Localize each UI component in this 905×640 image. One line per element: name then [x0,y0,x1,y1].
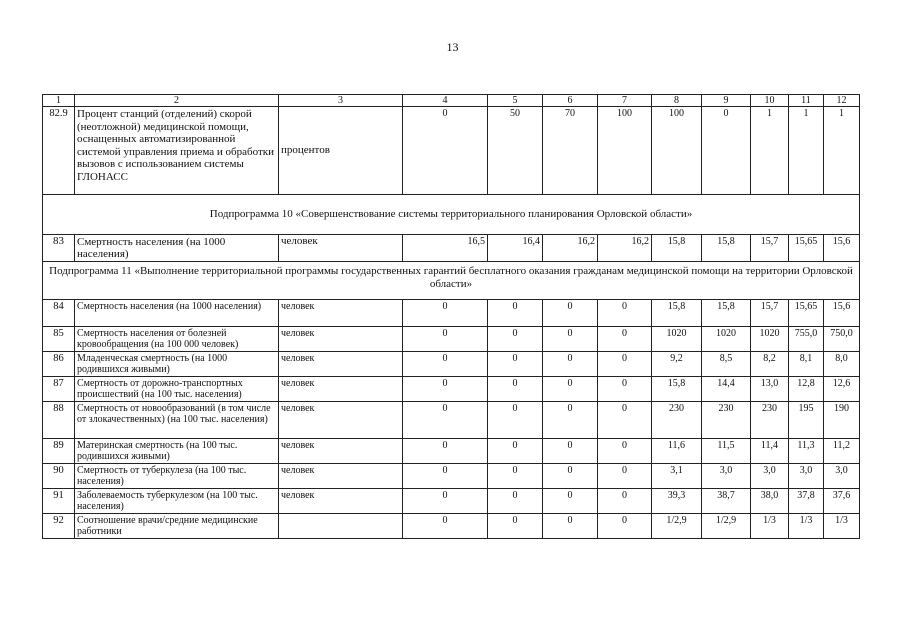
row-value: 3,0 [751,464,789,489]
row-value: 0 [543,352,598,377]
row-index: 87 [43,377,75,402]
row-value: 16,5 [403,235,488,262]
row-value: 0 [598,514,652,539]
row-index: 85 [43,327,75,352]
row-unit: человек [279,300,403,327]
column-header: 3 [279,95,403,107]
row-value: 37,6 [824,489,860,514]
row-value: 39,3 [652,489,702,514]
column-header: 11 [789,95,824,107]
row-value: 190 [824,402,860,439]
row-value: 755,0 [789,327,824,352]
row-value: 0 [598,489,652,514]
row-value: 8,0 [824,352,860,377]
row-value: 0 [543,514,598,539]
column-header: 7 [598,95,652,107]
row-name: Младенческая смертность (на 1000 родившихся живыми) [75,352,279,377]
column-header: 6 [543,95,598,107]
row-index: 86 [43,352,75,377]
row-unit: человек [279,377,403,402]
row-unit: человек [279,439,403,464]
row-index: 89 [43,439,75,464]
row-value: 8,2 [751,352,789,377]
table-row [43,107,860,195]
row-value: 0 [598,377,652,402]
column-header: 10 [751,95,789,107]
row-name: Заболеваемость туберкулезом (на 100 тыс. населения) [75,489,279,514]
column-header: 8 [652,95,702,107]
row-index: 90 [43,464,75,489]
row-value: 15,65 [789,300,824,327]
row-value: 11,4 [751,439,789,464]
row-value: 0 [543,489,598,514]
row-value: 1 [751,107,789,195]
row-value: 1 [789,107,824,195]
row-value: 0 [543,300,598,327]
row-index: 91 [43,489,75,514]
row-name: Смертность от новообразований (в том числе от злокачественных) (на 100 тыс. населения) [75,402,279,439]
row-value: 11,6 [652,439,702,464]
row-value: 0 [598,402,652,439]
row-value: 15,7 [751,300,789,327]
row-value: 0 [488,377,543,402]
row-value: 70 [543,107,598,195]
row-value: 3,0 [702,464,751,489]
row-unit: человек [279,464,403,489]
row-value: 38,7 [702,489,751,514]
column-header: 1 [43,95,75,107]
row-value: 1020 [702,327,751,352]
table-row [43,464,860,489]
row-name: Смертность от туберкулеза (на 100 тыс. населения) [75,464,279,489]
row-value: 0 [543,402,598,439]
subprogram-row [43,262,860,300]
row-value: 100 [598,107,652,195]
row-value: 3,0 [789,464,824,489]
row-value: 8,5 [702,352,751,377]
row-value: 0 [403,300,488,327]
row-value: 15,8 [652,377,702,402]
row-value: 0 [403,489,488,514]
row-value: 14,4 [702,377,751,402]
table-row [43,235,860,262]
row-unit: процентов [279,107,403,195]
row-value: 15,8 [702,235,751,262]
row-index: 83 [43,235,75,262]
row-value: 16,2 [543,235,598,262]
row-name: Материнская смертность (на 100 тыс. родившихся живыми) [75,439,279,464]
row-index: 92 [43,514,75,539]
row-name: Соотношение врачи/средние медицинские работники [75,514,279,539]
table-row [43,514,860,539]
row-value: 750,0 [824,327,860,352]
row-value: 12,6 [824,377,860,402]
row-value: 13,0 [751,377,789,402]
row-value: 230 [751,402,789,439]
column-header: 2 [75,95,279,107]
row-value: 15,65 [789,235,824,262]
column-header: 4 [403,95,488,107]
row-value: 1/2,9 [652,514,702,539]
row-value: 1020 [652,327,702,352]
row-value: 0 [403,402,488,439]
row-value: 0 [403,352,488,377]
table-row [43,377,860,402]
row-value: 9,2 [652,352,702,377]
row-value: 0 [598,327,652,352]
row-value: 0 [488,402,543,439]
row-value: 38,0 [751,489,789,514]
row-index: 84 [43,300,75,327]
row-value: 0 [543,327,598,352]
row-unit: человек [279,352,403,377]
table-row [43,352,860,377]
table-row [43,489,860,514]
subprogram-title: Подпрограмма 11 «Выполнение территориальной программы государственных гарантий бесплатного оказания гражданам медицинской помощи на территории Орловской области» [43,262,860,300]
column-header: 5 [488,95,543,107]
row-value: 11,5 [702,439,751,464]
row-index: 88 [43,402,75,439]
row-name: Смертность от дорожно-транспортных происшествий (на 100 тыс. населения) [75,377,279,402]
row-value: 0 [598,352,652,377]
row-value: 0 [598,300,652,327]
row-value: 1/3 [789,514,824,539]
row-value: 0 [598,439,652,464]
row-value: 3,0 [824,464,860,489]
row-value: 50 [488,107,543,195]
row-value: 0 [702,107,751,195]
row-unit: человек [279,402,403,439]
indicators-table [42,94,860,539]
row-value: 11,3 [789,439,824,464]
row-value: 8,1 [789,352,824,377]
table-row [43,402,860,439]
table-row [43,327,860,352]
row-value: 0 [403,439,488,464]
row-value: 16,4 [488,235,543,262]
page-number: 13 [446,40,459,54]
row-name: Смертность населения (на 1000 населения) [75,235,279,262]
row-value: 0 [488,300,543,327]
row-value: 15,6 [824,235,860,262]
row-value: 3,1 [652,464,702,489]
row-name: Смертность населения от болезней кровообращения (на 100 000 человек) [75,327,279,352]
row-value: 0 [403,107,488,195]
row-value: 0 [543,439,598,464]
row-value: 230 [702,402,751,439]
row-value: 0 [488,464,543,489]
row-value: 100 [652,107,702,195]
table-header-row [43,95,860,107]
row-index: 82.9 [43,107,75,195]
row-value: 230 [652,402,702,439]
row-value: 195 [789,402,824,439]
row-unit: человек [279,489,403,514]
row-value: 0 [543,464,598,489]
table-row [43,300,860,327]
row-unit [279,514,403,539]
row-value: 15,8 [652,300,702,327]
table-row [43,439,860,464]
row-value: 12,8 [789,377,824,402]
subprogram-row [43,195,860,235]
column-header: 12 [824,95,860,107]
row-value: 1/2,9 [702,514,751,539]
row-unit: человек [279,235,403,262]
row-value: 0 [403,377,488,402]
row-value: 1 [824,107,860,195]
row-value: 15,8 [652,235,702,262]
row-value: 0 [403,327,488,352]
row-name: Смертность населения (на 1000 населения) [75,300,279,327]
row-value: 0 [488,439,543,464]
row-value: 0 [488,352,543,377]
row-value: 1/3 [751,514,789,539]
row-value: 0 [543,377,598,402]
row-value: 0 [403,514,488,539]
row-value: 0 [403,464,488,489]
row-value: 1/3 [824,514,860,539]
row-value: 37,8 [789,489,824,514]
row-value: 15,7 [751,235,789,262]
column-header: 9 [702,95,751,107]
row-value: 0 [488,514,543,539]
row-unit: человек [279,327,403,352]
row-value: 0 [488,327,543,352]
row-value: 0 [488,489,543,514]
row-value: 11,2 [824,439,860,464]
subprogram-title: Подпрограмма 10 «Совершенствование системы территориального планирования Орловской области» [43,195,860,235]
row-name: Процент станций (отделений) скорой (неотложной) медицинской помощи, оснащенных автоматизированной системой управления приема и обработки вызовов с использованием системы ГЛОНАСС [75,107,279,195]
row-value: 1020 [751,327,789,352]
row-value: 0 [598,464,652,489]
row-value: 16,2 [598,235,652,262]
row-value: 15,8 [702,300,751,327]
row-value: 15,6 [824,300,860,327]
